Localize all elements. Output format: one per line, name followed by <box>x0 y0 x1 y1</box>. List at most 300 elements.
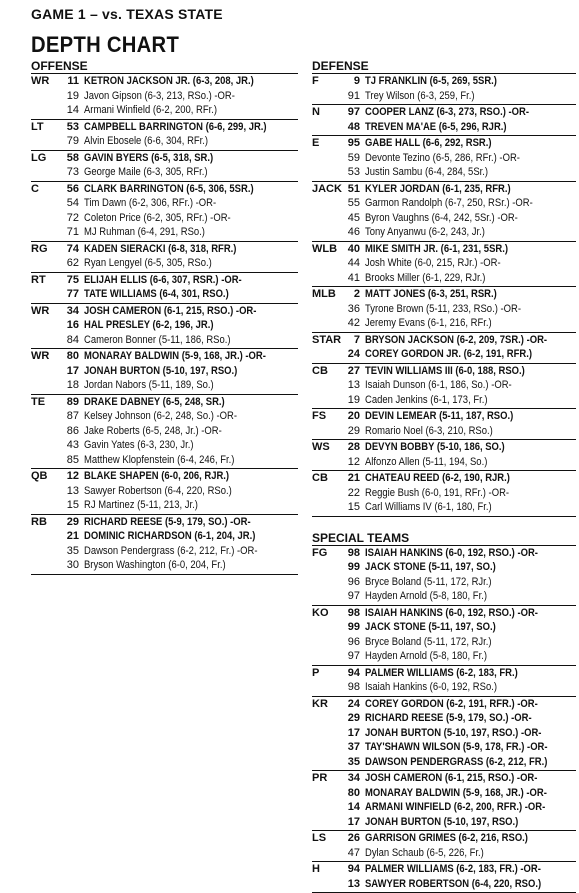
player-name-text: ISAIAH HANKINS (6-0, 192, RSO.) -OR- <box>365 606 538 621</box>
player-name-text: HAL PRESLEY (6-2, 196, JR.) <box>84 318 214 333</box>
jersey-number: 34 <box>55 304 84 319</box>
jersey-number: 9 <box>336 74 365 89</box>
position-label <box>312 635 336 650</box>
position-label <box>31 409 55 424</box>
player-name <box>365 500 576 515</box>
player-row <box>31 182 298 197</box>
offense-heading: OFFENSE <box>31 60 298 74</box>
player-name <box>365 89 576 104</box>
position-group <box>312 606 576 666</box>
player-name-text: KADEN SIERACKI (6-8, 318, RFR.) <box>84 242 236 257</box>
player-row <box>312 316 576 331</box>
position-label <box>31 544 55 559</box>
player-row <box>312 666 576 681</box>
player-row <box>312 211 576 226</box>
player-name-text: COREY GORDON (6-2, 191, RFR.) -OR- <box>365 697 538 712</box>
player-name-text: MIKE SMITH JR. (6-1, 231, 5SR.) <box>365 242 508 257</box>
position-group <box>312 409 576 440</box>
position-label: MLB <box>312 287 336 302</box>
player-name-text: Coleton Price (6-2, 305, RFr.) -OR- <box>84 211 231 226</box>
player-name <box>365 546 576 561</box>
position-label: RG <box>31 242 55 257</box>
position-group <box>31 273 298 304</box>
player-name-text: Tim Dawn (6-2, 306, RFr.) -OR- <box>84 196 216 211</box>
player-name-text: Jordan Nabors (5-11, 189, So.) <box>84 378 214 393</box>
player-name <box>365 486 576 501</box>
player-name <box>365 333 576 348</box>
player-row <box>312 409 576 424</box>
player-row <box>312 378 576 393</box>
player-row <box>312 74 576 89</box>
position-label <box>31 165 55 180</box>
defense-column <box>312 60 576 893</box>
player-row <box>31 165 298 180</box>
jersey-number: 15 <box>55 498 84 513</box>
jersey-number: 35 <box>336 755 365 770</box>
position-label: JACK <box>312 182 336 197</box>
position-label <box>312 225 336 240</box>
position-group <box>312 440 576 471</box>
player-name-text: Hayden Arnold (5-8, 180, Fr.) <box>365 589 487 604</box>
jersey-number: 96 <box>336 635 365 650</box>
player-name <box>84 378 298 393</box>
jersey-number: 99 <box>336 560 365 575</box>
player-row <box>312 831 576 846</box>
player-row <box>312 424 576 439</box>
position-label <box>31 211 55 226</box>
jersey-number: 86 <box>55 424 84 439</box>
jersey-number: 94 <box>336 862 365 877</box>
player-name-text: DOMINIC RICHARDSON (6-1, 204, JR.) <box>84 529 255 544</box>
player-row <box>31 304 298 319</box>
position-label: FS <box>312 409 336 424</box>
position-label <box>312 575 336 590</box>
position-label: TE <box>31 395 55 410</box>
player-row <box>312 771 576 786</box>
player-name <box>365 589 576 604</box>
player-name <box>84 151 298 166</box>
position-label: WLB <box>312 242 336 257</box>
player-name-text: GABE HALL (6-6, 292, RSR.) <box>365 136 492 151</box>
jersey-number: 96 <box>336 575 365 590</box>
player-row <box>312 877 576 892</box>
position-label <box>312 815 336 830</box>
player-name-text: KETRON JACKSON JR. (6-3, 208, JR.) <box>84 74 254 89</box>
position-label <box>31 103 55 118</box>
position-label <box>31 134 55 149</box>
position-label: E <box>312 136 336 151</box>
jersey-number: 80 <box>55 349 84 364</box>
position-label: WR <box>31 304 55 319</box>
player-name <box>365 726 576 741</box>
player-row <box>31 544 298 559</box>
player-row <box>31 469 298 484</box>
player-name <box>365 831 576 846</box>
player-name-text: TEVIN WILLIAMS III (6-0, 188, RSO.) <box>365 364 525 379</box>
position-label <box>31 378 55 393</box>
player-row <box>31 103 298 118</box>
player-row <box>312 589 576 604</box>
player-name-text: BLAKE SHAPEN (6-0, 206, RJR.) <box>84 469 229 484</box>
player-row <box>312 165 576 180</box>
player-row <box>31 242 298 257</box>
player-name <box>365 771 576 786</box>
position-label <box>312 196 336 211</box>
jersey-number: 37 <box>336 740 365 755</box>
position-label <box>312 755 336 770</box>
player-row <box>312 575 576 590</box>
jersey-number: 17 <box>336 726 365 741</box>
position-group <box>31 151 298 182</box>
position-group <box>31 74 298 120</box>
player-name <box>365 165 576 180</box>
player-name <box>84 364 298 379</box>
page-title: DEPTH CHART <box>31 32 179 58</box>
player-row <box>312 486 576 501</box>
player-name <box>365 136 576 151</box>
player-name <box>84 395 298 410</box>
jersey-number: 28 <box>336 440 365 455</box>
player-name-text: Armani Winfield (6-2, 200, RFr.) <box>84 103 217 118</box>
player-row <box>31 318 298 333</box>
position-group <box>31 304 298 350</box>
jersey-number: 72 <box>55 211 84 226</box>
player-name-text: MATT JONES (6-3, 251, RSR.) <box>365 287 497 302</box>
player-name-text: RJ Martinez (5-11, 213, Jr.) <box>84 498 198 513</box>
position-group <box>312 831 576 862</box>
player-row <box>31 364 298 379</box>
position-group <box>312 771 576 831</box>
position-label: F <box>312 74 336 89</box>
position-label: CB <box>312 364 336 379</box>
player-row <box>31 256 298 271</box>
jersey-number: 2 <box>336 287 365 302</box>
jersey-number: 54 <box>55 196 84 211</box>
player-name <box>365 800 576 815</box>
player-row <box>312 89 576 104</box>
position-label <box>31 225 55 240</box>
player-name <box>84 103 298 118</box>
player-row <box>312 347 576 362</box>
jersey-number: 24 <box>336 347 365 362</box>
player-name <box>84 120 298 135</box>
player-name-text: Alfonzo Allen (5-11, 194, So.) <box>365 455 487 470</box>
jersey-number: 13 <box>55 484 84 499</box>
player-name <box>365 120 576 135</box>
jersey-number: 12 <box>336 455 365 470</box>
player-row <box>312 302 576 317</box>
player-name-text: BRYSON JACKSON (6-2, 209, 7SR.) -OR- <box>365 333 547 348</box>
player-name <box>84 544 298 559</box>
position-label <box>31 424 55 439</box>
position-group <box>312 697 576 772</box>
jersey-number: 87 <box>55 409 84 424</box>
player-name <box>365 211 576 226</box>
player-name-text: JOSH CAMERON (6-1, 215, RSO.) -OR- <box>365 771 537 786</box>
player-name-text: JACK STONE (5-11, 197, SO.) <box>365 620 496 635</box>
jersey-number: 94 <box>336 666 365 681</box>
player-row <box>312 711 576 726</box>
player-row <box>312 242 576 257</box>
jersey-number: 30 <box>55 558 84 573</box>
position-label <box>31 318 55 333</box>
jersey-number: 58 <box>55 151 84 166</box>
jersey-number: 53 <box>336 165 365 180</box>
player-name <box>365 846 576 861</box>
jersey-number: 15 <box>336 500 365 515</box>
position-group <box>312 546 576 606</box>
player-name <box>84 529 298 544</box>
position-label <box>312 151 336 166</box>
position-label <box>312 393 336 408</box>
player-row <box>31 287 298 302</box>
player-name-text: Gavin Yates (6-3, 230, Jr.) <box>84 438 194 453</box>
player-name <box>365 74 576 89</box>
position-group <box>31 395 298 470</box>
player-row <box>31 134 298 149</box>
position-group <box>312 74 576 105</box>
special-teams-heading: SPECIAL TEAMS <box>312 532 576 546</box>
jersey-number: 97 <box>336 105 365 120</box>
player-name <box>84 242 298 257</box>
player-name <box>84 333 298 348</box>
jersey-number: 43 <box>55 438 84 453</box>
position-group <box>312 471 576 517</box>
position-label <box>312 846 336 861</box>
player-row <box>31 409 298 424</box>
position-label <box>312 560 336 575</box>
jersey-number: 7 <box>336 333 365 348</box>
player-row <box>312 196 576 211</box>
player-name <box>365 347 576 362</box>
player-row <box>312 471 576 486</box>
player-row <box>312 333 576 348</box>
player-name <box>84 453 298 468</box>
jersey-number: 98 <box>336 680 365 695</box>
position-label: RB <box>31 515 55 530</box>
player-name-text: COOPER LANZ (6-3, 273, RSO.) -OR- <box>365 105 529 120</box>
position-label <box>312 378 336 393</box>
position-label: PR <box>312 771 336 786</box>
player-name-text: Devonte Tezino (6-5, 286, RFr.) -OR- <box>365 151 520 166</box>
player-name-text: ELIJAH ELLIS (6-6, 307, RSR.) -OR- <box>84 273 242 288</box>
position-label: P <box>312 666 336 681</box>
player-name-text: JACK STONE (5-11, 197, SO.) <box>365 560 496 575</box>
position-label <box>312 680 336 695</box>
player-name-text: Javon Gipson (6-3, 213, RSo.) -OR- <box>84 89 235 104</box>
position-label <box>31 364 55 379</box>
player-name-text: COREY GORDON JR. (6-2, 191, RFR.) <box>365 347 532 362</box>
player-row <box>31 211 298 226</box>
player-name <box>365 575 576 590</box>
position-group <box>312 862 576 893</box>
jersey-number: 91 <box>336 89 365 104</box>
player-name <box>84 134 298 149</box>
player-name-text: CHATEAU REED (6-2, 190, RJR.) <box>365 471 510 486</box>
player-row <box>31 515 298 530</box>
jersey-number: 75 <box>55 273 84 288</box>
player-name <box>365 815 576 830</box>
jersey-number: 97 <box>336 589 365 604</box>
player-name <box>365 560 576 575</box>
jersey-number: 51 <box>336 182 365 197</box>
player-name <box>365 711 576 726</box>
player-row <box>312 786 576 801</box>
player-name-text: GARRISON GRIMES (6-2, 216, RSO.) <box>365 831 528 846</box>
player-name-text: Caden Jenkins (6-1, 173, Fr.) <box>365 393 488 408</box>
position-label <box>31 333 55 348</box>
player-name-text: Sawyer Robertson (6-4, 220, RSo.) <box>84 484 232 499</box>
player-row <box>312 606 576 621</box>
player-name <box>365 378 576 393</box>
jersey-number: 12 <box>55 469 84 484</box>
jersey-number: 21 <box>55 529 84 544</box>
position-group <box>31 120 298 151</box>
position-label <box>312 726 336 741</box>
player-name <box>365 196 576 211</box>
player-row <box>312 800 576 815</box>
player-name-text: Garmon Randolph (6-7, 250, RSr.) -OR- <box>365 196 533 211</box>
player-row <box>312 151 576 166</box>
section-gap <box>312 517 576 532</box>
player-name-text: Cameron Bonner (5-11, 186, RSo.) <box>84 333 231 348</box>
player-row <box>31 74 298 89</box>
position-label <box>312 486 336 501</box>
position-label: LT <box>31 120 55 135</box>
jersey-number: 95 <box>336 136 365 151</box>
player-name-text: George Maile (6-3, 305, RFr.) <box>84 165 208 180</box>
player-name-text: MJ Ruhman (6-4, 291, RSo.) <box>84 225 205 240</box>
position-group <box>312 666 576 697</box>
player-name <box>365 316 576 331</box>
player-name <box>365 680 576 695</box>
position-label <box>312 120 336 135</box>
jersey-number: 98 <box>336 606 365 621</box>
player-name <box>365 606 576 621</box>
player-name <box>365 424 576 439</box>
position-label <box>312 786 336 801</box>
player-name <box>365 862 576 877</box>
player-name <box>84 498 298 513</box>
player-row <box>312 740 576 755</box>
jersey-number: 22 <box>336 486 365 501</box>
position-group <box>312 242 576 288</box>
player-name <box>365 393 576 408</box>
jersey-number: 85 <box>55 453 84 468</box>
position-label: H <box>312 862 336 877</box>
position-label <box>312 800 336 815</box>
player-name-text: DEVIN LEMEAR (5-11, 187, RSO.) <box>365 409 513 424</box>
player-name-text: GAVIN BYERS (6-5, 318, SR.) <box>84 151 213 166</box>
jersey-number: 77 <box>55 287 84 302</box>
player-name-text: Kelsey Johnson (6-2, 248, So.) -OR- <box>84 409 237 424</box>
position-label: QB <box>31 469 55 484</box>
player-row <box>31 349 298 364</box>
jersey-number: 41 <box>336 271 365 286</box>
player-name <box>84 211 298 226</box>
jersey-number: 74 <box>55 242 84 257</box>
player-name-text: KYLER JORDAN (6-1, 235, RFR.) <box>365 182 511 197</box>
position-group <box>312 136 576 182</box>
player-name-text: Reggie Bush (6-0, 191, RFr.) -OR- <box>365 486 509 501</box>
player-name-text: MONARAY BALDWIN (5-9, 168, JR.) -OR- <box>84 349 266 364</box>
player-name <box>84 182 298 197</box>
player-name <box>365 256 576 271</box>
player-name-text: DEVYN BOBBY (5-10, 186, SO.) <box>365 440 505 455</box>
position-label <box>31 484 55 499</box>
jersey-number: 21 <box>336 471 365 486</box>
player-name-text: TAY'SHAWN WILSON (5-9, 178, FR.) -OR- <box>365 740 548 755</box>
player-row <box>312 846 576 861</box>
player-name-text: Alvin Ebosele (6-6, 304, RFr.) <box>84 134 208 149</box>
player-row <box>31 529 298 544</box>
player-name-text: Jeremy Evans (6-1, 216, RFr.) <box>365 316 492 331</box>
jersey-number: 20 <box>336 409 365 424</box>
jersey-number: 98 <box>336 546 365 561</box>
jersey-number: 73 <box>55 165 84 180</box>
player-row <box>312 500 576 515</box>
player-name <box>365 302 576 317</box>
position-label: KR <box>312 697 336 712</box>
player-name-text: Carl Williams IV (6-1, 180, Fr.) <box>365 500 492 515</box>
player-name-text: CLARK BARRINGTON (6-5, 306, 5SR.) <box>84 182 254 197</box>
position-label <box>312 620 336 635</box>
player-name-text: ISAIAH HANKINS (6-0, 192, RSO.) -OR- <box>365 546 538 561</box>
position-label <box>312 589 336 604</box>
player-name <box>84 304 298 319</box>
player-name <box>84 273 298 288</box>
defense-groups <box>312 74 576 517</box>
player-name <box>365 455 576 470</box>
player-name-text: JONAH BURTON (5-10, 197, RSO.) <box>84 364 237 379</box>
player-row <box>312 680 576 695</box>
player-row <box>312 649 576 664</box>
position-label <box>312 316 336 331</box>
player-name <box>365 697 576 712</box>
player-name <box>84 349 298 364</box>
player-name <box>84 558 298 573</box>
player-name-text: MONARAY BALDWIN (5-9, 168, JR.) -OR- <box>365 786 547 801</box>
position-label: N <box>312 105 336 120</box>
player-name <box>365 471 576 486</box>
jersey-number: 29 <box>336 424 365 439</box>
player-name <box>84 256 298 271</box>
player-name <box>365 182 576 197</box>
player-name-text: Bryce Boland (5-11, 172, RJr.) <box>365 575 492 590</box>
position-label: RT <box>31 273 55 288</box>
player-name-text: Isaiah Hankins (6-0, 192, RSo.) <box>365 680 497 695</box>
jersey-number: 11 <box>55 74 84 89</box>
position-group <box>31 242 298 273</box>
jersey-number: 13 <box>336 378 365 393</box>
position-label: C <box>31 182 55 197</box>
player-name <box>84 469 298 484</box>
player-name <box>365 409 576 424</box>
player-name <box>365 440 576 455</box>
player-row <box>312 815 576 830</box>
jersey-number: 44 <box>336 256 365 271</box>
player-row <box>31 395 298 410</box>
player-name <box>84 89 298 104</box>
player-name <box>365 225 576 240</box>
player-name-text: TATE WILLIAMS (6-4, 301, RSO.) <box>84 287 229 302</box>
player-name-text: Dawson Pendergrass (6-2, 212, Fr.) -OR- <box>84 544 258 559</box>
position-label <box>312 89 336 104</box>
player-name <box>365 666 576 681</box>
position-group <box>31 469 298 515</box>
jersey-number: 45 <box>336 211 365 226</box>
player-row <box>312 136 576 151</box>
